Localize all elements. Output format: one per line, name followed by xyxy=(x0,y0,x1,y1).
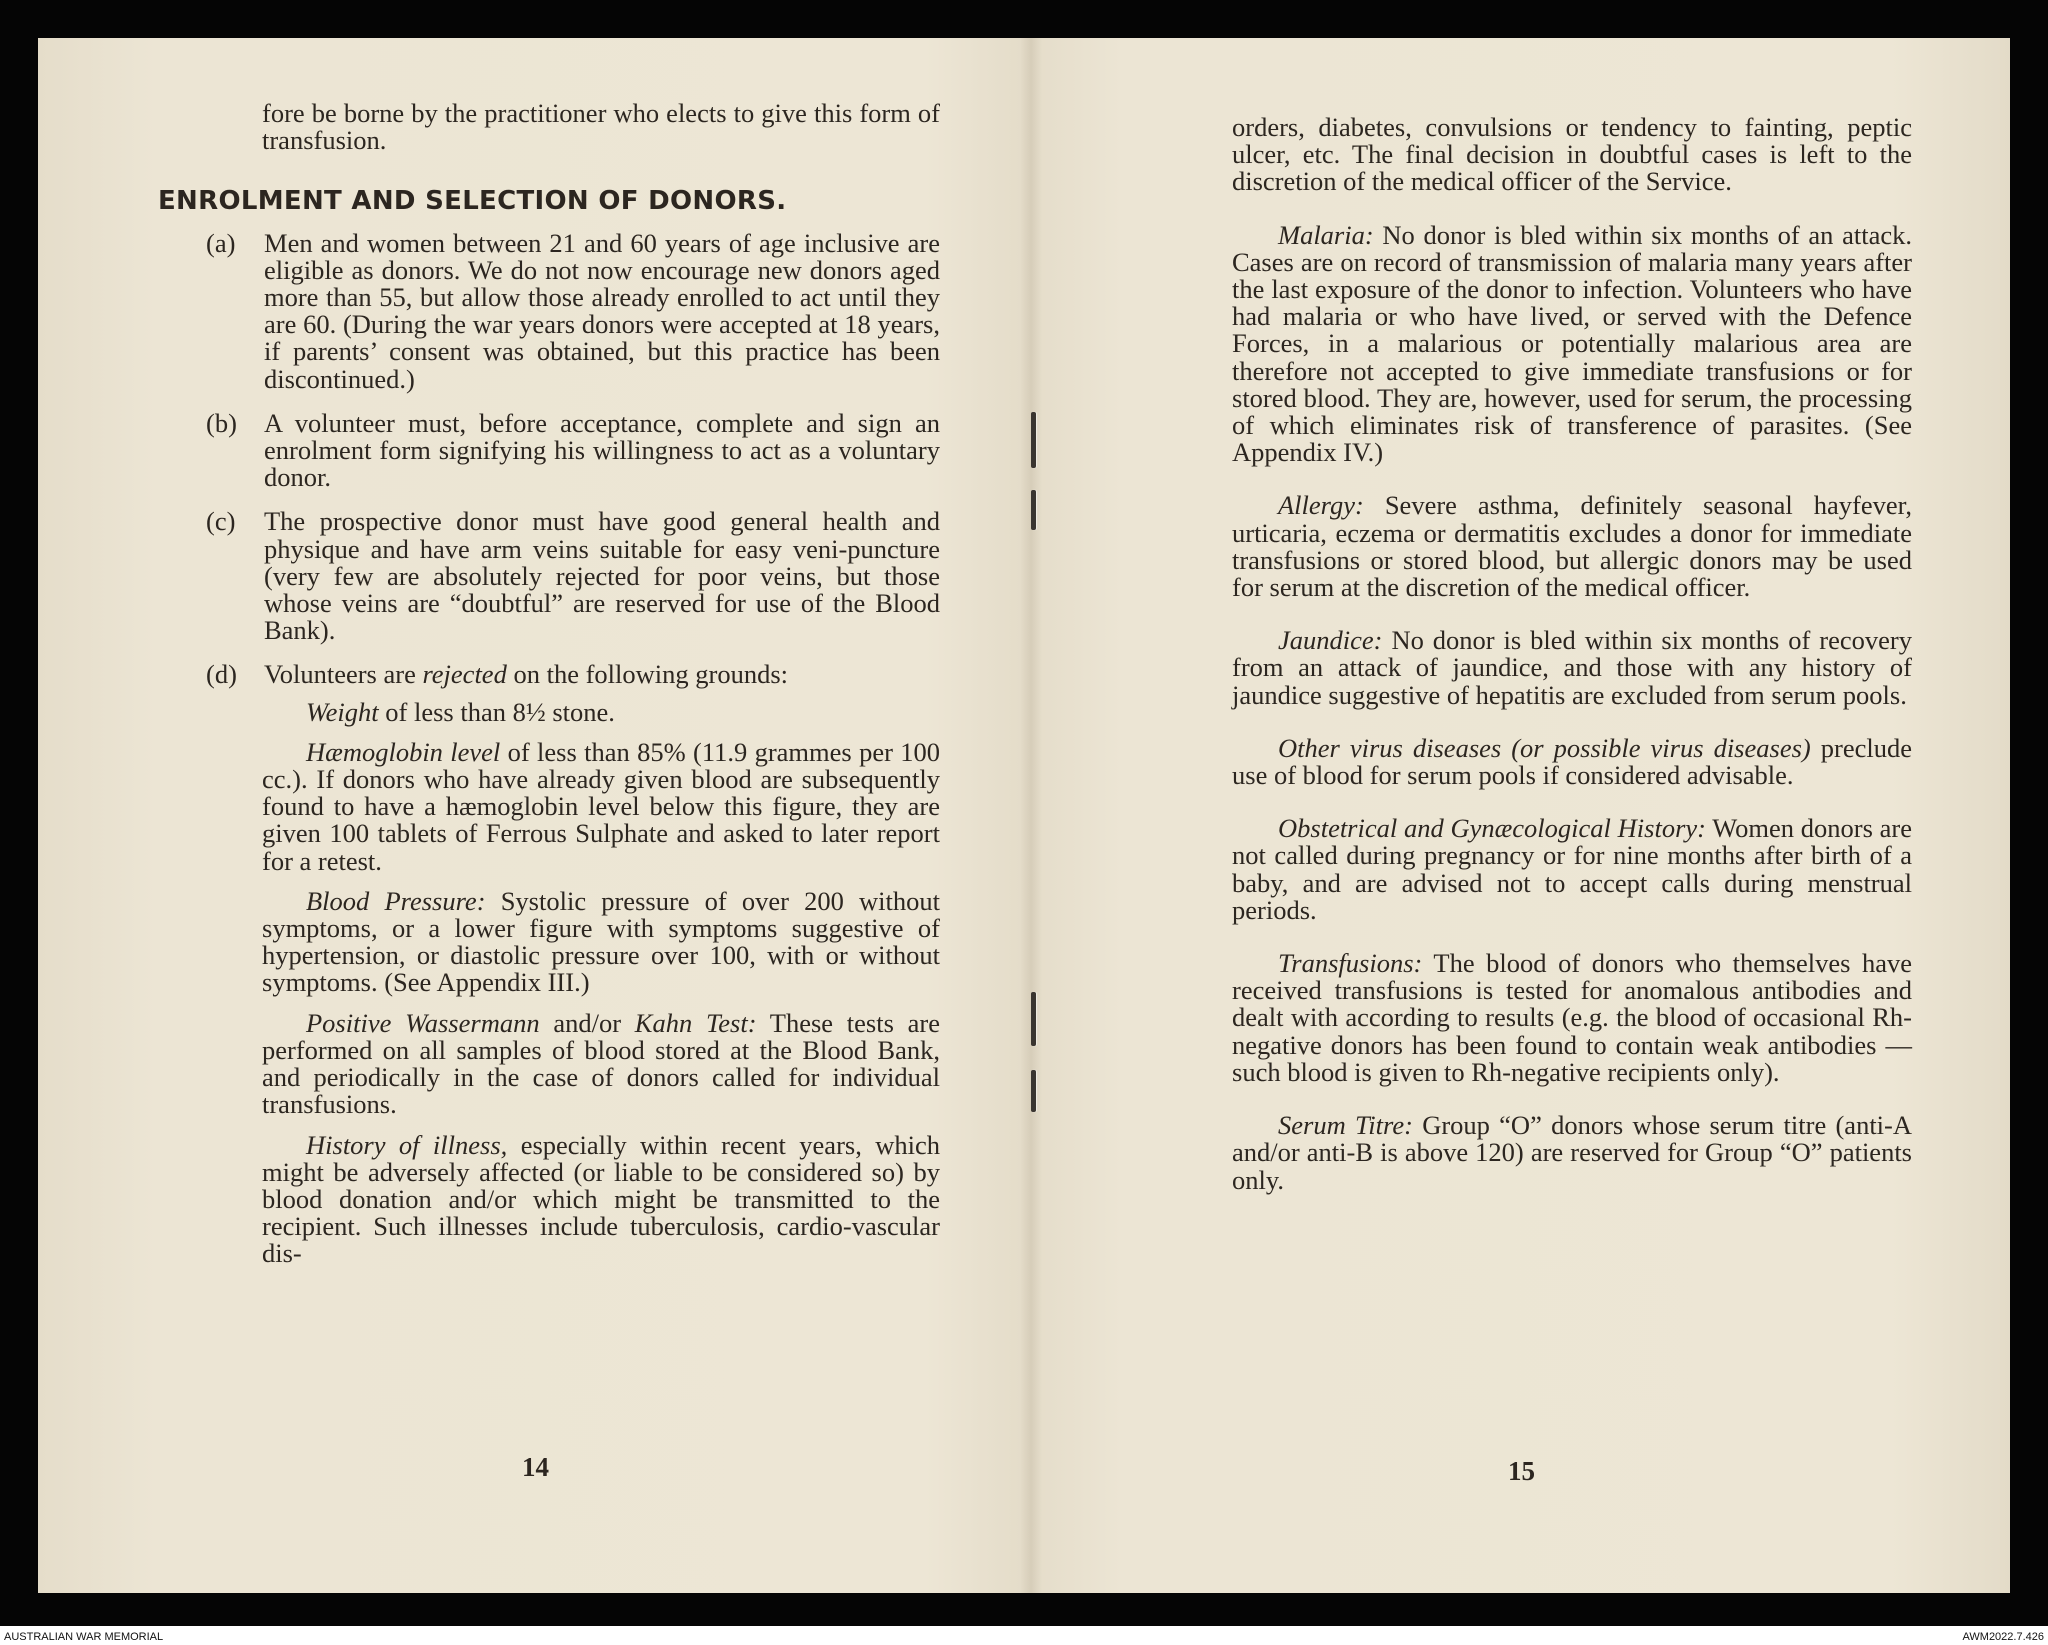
criterion-text: Systolic pressure of over 200 without symptoms, or a lower figure with symptoms suggestive of hypertension, or diastolic pressure over 100, with or without symptoms. (See Appendix III.) xyxy=(262,885,941,998)
staple xyxy=(1031,1070,1036,1112)
criterion-text: Women donors are not called during pregnancy or for nine months after birth of a baby, and are advised not to accept calls during menstrual periods. xyxy=(1232,813,1912,925)
criterion-paragraph xyxy=(1232,732,1912,791)
footer-credit: AUSTRALIAN WAR MEMORIAL xyxy=(4,1631,164,1643)
footer-bar xyxy=(0,1626,2048,1645)
criterion-term: Other virus diseases (or possible virus diseases) xyxy=(1278,732,1811,763)
criterion-text: preclude use of blood for serum pools if considered advisable. xyxy=(1232,732,1912,791)
list-item xyxy=(150,508,940,644)
criterion-text: No donor is bled within six months of recovery from an attack of jaundice, and those with any history of jaundice suggestive of hepatitis are excluded from serum pools. xyxy=(1232,625,1912,710)
item-label: (d) xyxy=(206,659,237,690)
item-text: on the following grounds: xyxy=(513,659,789,690)
continued-text: fore be borne by the practitioner who elects to give this form of transfusion. xyxy=(262,98,940,156)
criterion-term: Jaundice: xyxy=(1278,625,1383,656)
criterion-text: especially within recent years, which might be adversely affected (or liable to be considered so) by blood donation and/or which might be transmitted to the recipient. Such illnesses include tuberculosis, cardio-vascular dis- xyxy=(262,1129,940,1269)
criterion-text: No donor is bled within six months of an attack. Cases are on record of transmission of malaria many years after the last exposure of the donor to infection. Volunteers who have had malaria or who have lived, or served with the Defence Forces, in a malarious or potentially malarious area are therefore not accepted to give immediate transfusions or for stored blood. They are, however, used for serum, the processing of which eliminates risk of transference of parasites. (See Appendix IV.) xyxy=(1232,219,1912,468)
criterion-paragraph xyxy=(150,1129,940,1269)
criterion-paragraph xyxy=(150,885,941,998)
staple xyxy=(1031,490,1036,530)
continued-text: orders, diabetes, convulsions or tendency to fainting, peptic ulcer, etc. The final decision in doubtful cases is left to the discretion of the medical officer of the Service. xyxy=(1232,112,1912,197)
criterion-paragraph xyxy=(1232,492,1912,601)
criterion-term: Kahn Test: xyxy=(634,1007,757,1038)
criterion-text: Severe asthma, definitely seasonal hayfever, urticaria, eczema or dermatitis excludes a donor for immediate transfusions or stored blood, but allergic donors may be used for serum at the discretion of the medical officer. xyxy=(1232,490,1913,603)
item-text: The prospective donor must have good general health and physique and have arm veins suitable for easy veni-puncture (very few are absolutely rejected for poor veins, but those whose veins are “doubtful” are reserved for use of the Blood Bank). xyxy=(264,506,940,646)
criterion-term: Malaria: xyxy=(1278,219,1374,250)
page-number-left: 14 xyxy=(522,1452,549,1482)
list-item xyxy=(150,407,940,493)
footer-accession-number: AWM2022.7.426 xyxy=(1962,1631,2044,1643)
section-heading: ENROLMENT AND SELECTION OF DONORS. xyxy=(158,186,787,217)
staple xyxy=(1031,412,1036,468)
criterion-text: of less than 85% (11.9 grammes per 100 cc.). If donors who have already given blood are subsequently found to have a hæmoglobin level below this figure, they are given 100 tablets of Ferrous Sulphate and asked to later report for a retest. xyxy=(262,736,940,876)
item-emphasis: rejected xyxy=(422,659,507,690)
criterion-paragraph xyxy=(1232,219,1912,468)
criterion-paragraph xyxy=(150,696,940,727)
criterion-term: Serum Titre: xyxy=(1278,1110,1413,1141)
center-fold xyxy=(1020,38,1042,1593)
list-item xyxy=(150,227,940,394)
item-text: Volunteers are xyxy=(264,659,416,690)
criterion-text: of less than 8½ stone. xyxy=(385,696,615,727)
page-number-right: 15 xyxy=(1508,1456,1535,1486)
criterion-term: Positive Wassermann xyxy=(306,1007,540,1038)
criterion-term: History of illness, xyxy=(306,1129,508,1160)
right-page xyxy=(1232,114,1912,1220)
criterion-paragraph xyxy=(150,1007,941,1120)
criterion-term: Transfusions: xyxy=(1278,948,1423,979)
criterion-term: Obstetrical and Gynæcological History: xyxy=(1278,813,1706,844)
criterion-paragraph xyxy=(1232,815,1912,924)
item-label: (a) xyxy=(206,227,236,258)
criterion-paragraph xyxy=(1232,950,1912,1086)
criterion-text: and/or xyxy=(553,1007,622,1038)
left-page xyxy=(150,100,940,1281)
criterion-term: Weight xyxy=(306,696,379,727)
criterion-paragraph xyxy=(150,736,940,876)
criterion-text: These tests are performed on all samples of blood stored at the Blood Bank, and periodically in the case of donors called for individual transfusions. xyxy=(262,1007,941,1120)
criterion-term: Hæmoglobin level xyxy=(306,736,501,767)
criterion-paragraph xyxy=(1232,627,1912,709)
criterion-term: Blood Pressure: xyxy=(306,885,486,916)
staple xyxy=(1031,992,1036,1046)
item-label: (c) xyxy=(206,506,236,537)
list-item xyxy=(150,661,940,688)
criterion-text: The blood of donors who themselves have received transfusions is tested for anomalous antibodies and dealt with according to results (e.g. the blood of occasional Rh-negative donors has been found to contain weak antibodies —such blood is given to Rh-negative recipients only). xyxy=(1232,948,1912,1087)
item-text: A volunteer must, before acceptance, complete and sign an enrolment form signifying his willingness to act as a voluntary donor. xyxy=(264,407,940,493)
item-text: Men and women between 21 and 60 years of age inclusive are eligible as donors. We do not now encourage new donors aged more than 55, but allow those already enrolled to act until they are 60. (During the war years donors were accepted at 18 years, if parents’ consent was obtained, but this practice has been discontinued.) xyxy=(264,227,940,394)
criterion-text: Group “O” donors whose serum titre (anti-A and/or anti-B is above 120) are reserved for Group “O” patients only. xyxy=(1232,1110,1912,1195)
criterion-term: Allergy: xyxy=(1278,490,1364,521)
item-label: (b) xyxy=(206,407,237,438)
criterion-paragraph xyxy=(1232,1112,1912,1194)
